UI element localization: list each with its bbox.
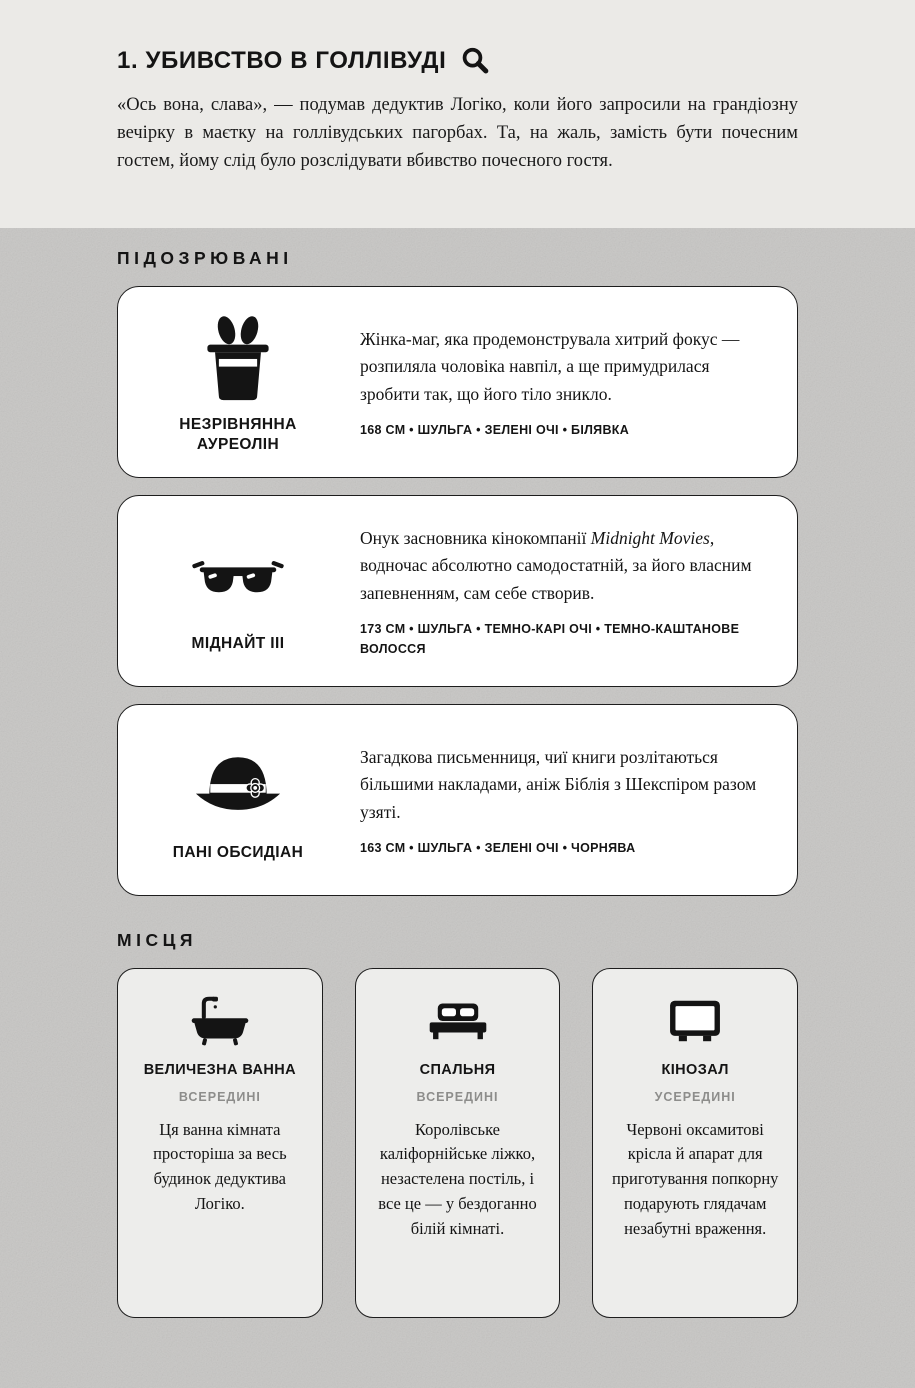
description-italic-part: Midnight Movies: [590, 528, 710, 549]
place-description: Ця ванна кімната просторіша за весь будинок дедуктива Логіко.: [153, 1119, 287, 1213]
place-icon-wrap: [424, 989, 492, 1053]
place-name: КІНОЗАЛ: [661, 1062, 729, 1078]
place-icon-wrap: [661, 989, 729, 1053]
suspect-details: [344, 326, 767, 440]
magnifier-icon: [460, 46, 490, 76]
place-card-cinema: [592, 968, 798, 1318]
suspects-heading: ПІДОЗРЮВАНІ: [117, 248, 293, 268]
description-part: , водночас абсолютно самодостатній, за його власним запевненням, сам себе створив.: [360, 528, 752, 603]
title-row: [117, 46, 798, 76]
suspect-icon-wrap: [190, 739, 286, 833]
suspect-details: [344, 744, 767, 858]
bathtub-icon: [186, 990, 254, 1052]
places-heading: МІСЦЯ: [117, 930, 197, 950]
suspect-name: ПАНІ ОБСИДІАН: [172, 843, 304, 861]
place-position-label: ВСЕРЕДИНІ: [416, 1089, 499, 1104]
chapter-header: [0, 0, 915, 228]
places-row: [117, 968, 798, 1318]
place-position-label: УСЕРЕДИНІ: [654, 1089, 736, 1104]
magician-hat-icon: [190, 314, 286, 402]
place-name: ВЕЛИЧЕЗНА ВАННА: [143, 1062, 296, 1078]
suspect-icon-wrap: [190, 530, 286, 624]
suspect-name: НЕЗРІВНЯННА АУРЕОЛІН: [179, 415, 297, 453]
main-content: [0, 228, 915, 1318]
place-position-label: ВСЕРЕДИНІ: [178, 1089, 261, 1104]
place-card-bathroom: [117, 968, 323, 1318]
suspect-icon-wrap: [190, 311, 286, 405]
suspect-identity: [132, 530, 344, 654]
places-heading-wrap: [117, 930, 798, 951]
ladies-hat-icon: [190, 742, 286, 830]
chapter-intro: «Ось вона, слава», — подумав дедуктив Логіко, коли його запросили на грандіозну вечірку в маєтку на голлівудських пагорбах. Та, на жаль, замість бути почесним гостем, йому слід було розслідувати вбивство почесного гостя.: [117, 95, 798, 171]
suspect-details: [344, 525, 767, 659]
place-name: СПАЛЬНЯ: [419, 1062, 496, 1078]
suspect-card-midnight: [117, 495, 798, 687]
place-description: Королівське каліфорнійське ліжко, незастелена постіль, і все це — у бездоганно білій кімнаті.: [378, 1119, 537, 1238]
suspect-identity: [132, 739, 344, 863]
place-card-bedroom: [355, 968, 561, 1318]
place-icon-wrap: [186, 989, 254, 1053]
suspect-description: [360, 525, 767, 607]
suspect-stats: 168 СМ • ШУЛЬГА • ЗЕЛЕНІ ОЧІ • БІЛЯВКА: [360, 422, 630, 437]
suspect-description: Загадкова письменниця, чиї книги розлітаються більшими накладами, аніж Біблія з Шекспіром разом узяті.: [360, 747, 757, 822]
suspect-name: МІДНАЙТ III: [191, 634, 285, 652]
suspect-card-aureolin: [117, 286, 798, 478]
chapter-title: 1. УБИВСТВО В ГОЛЛІВУДІ: [117, 47, 447, 74]
description-part: Онук засновника кінокомпанії: [360, 528, 591, 549]
suspect-card-obsidian: [117, 704, 798, 896]
suspect-description: Жінка-маг, яка продемонструвала хитрий фокус — розпиляла чоловіка навпіл, а ще примудрилася зробити так, що його тіло зникло.: [360, 329, 740, 404]
suspect-identity: [132, 311, 344, 455]
cinema-screen-icon: [661, 990, 729, 1052]
place-description: Червоні оксамитові крісла й апарат для приготування попкорну подарують глядачам незабутні враження.: [611, 1119, 779, 1238]
suspect-stats: 163 СМ • ШУЛЬГА • ЗЕЛЕНІ ОЧІ • ЧОРНЯВА: [360, 840, 636, 855]
bed-icon: [424, 990, 492, 1052]
suspect-stats: 173 СМ • ШУЛЬГА • ТЕМНО-КАРІ ОЧІ • ТЕМНО-КАШТАНОВЕ ВОЛОССЯ: [360, 621, 740, 656]
sunglasses-icon: [190, 533, 286, 621]
